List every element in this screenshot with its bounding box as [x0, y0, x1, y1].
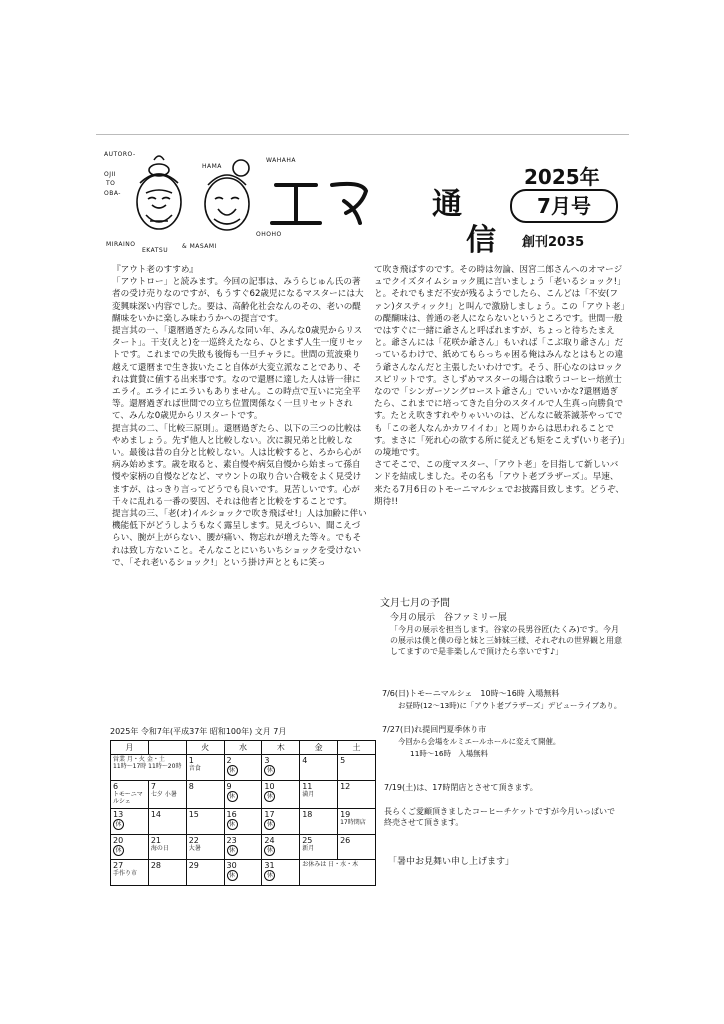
calendar-day-cell [338, 755, 376, 781]
header-label-hama: HAMA [202, 163, 222, 170]
calendar-day-cell [224, 755, 262, 781]
calendar-day-cell [262, 755, 300, 781]
calendar-day-cell [262, 780, 300, 809]
calendar-day-cell [300, 780, 338, 809]
header-label-mirai: MIRAINO [106, 241, 136, 248]
closed-day-mark: 休 [264, 791, 275, 802]
header-label-autoro: AUTORO- [104, 151, 136, 158]
title-shin: 信 [466, 223, 496, 258]
founded-label: 創刊2035 [522, 235, 585, 250]
calendar-day-number: 8 [188, 781, 194, 791]
calendar-caption: 2025年 令和7年(平成37年 昭和100年) 文月 7月 [110, 727, 287, 736]
calendar-day-number: 23 [226, 835, 237, 845]
calendar-day-number: 22 [188, 835, 199, 845]
calendar-day-number: 6 [113, 781, 119, 791]
calendar-day-number: 20 [113, 835, 124, 845]
calendar-day-cell [262, 834, 300, 860]
calendar-day-cell [111, 834, 149, 860]
calendar-body [111, 755, 376, 886]
weekday-header: 木 [262, 741, 300, 755]
calendar-day-number: 14 [150, 810, 162, 820]
calendar-week-row [111, 834, 376, 860]
calendar-day-cell [148, 780, 186, 809]
header-label-ohoho: OHOHO [256, 231, 282, 238]
calendar-day-number: 30 [226, 861, 237, 871]
header-label-ekatsu: EKATSU [142, 247, 169, 254]
calendar-day-cell [111, 780, 149, 809]
calendar-event-label: トモーニマルシェ [113, 790, 143, 805]
calendar-day-number: 3 [264, 756, 270, 765]
calendar-day-number: 29 [188, 861, 199, 871]
calendar-day-number: 15 [188, 810, 199, 820]
exhibit-title: 今月の展示 谷ファミリー展 [390, 613, 507, 623]
notice-coffee-ticket: 長らくご愛顧頂きましたコーヒーチケットですが今月いっぱいで終売させて頂きます。 [384, 807, 615, 827]
calendar-day-number: 5 [340, 756, 346, 765]
event-handmade-note: 今回から会場をルミエールホールに変えて開催。 [398, 737, 561, 746]
closed-day-mark: 休 [264, 870, 275, 881]
calendar-header-row [111, 741, 376, 755]
closed-day-mark: 休 [227, 845, 238, 856]
article-right-column: て吹き飛ばすのです。その時は勿論、因宮二郎さんへのオマージュでクイズタイムショック風に言いましょう「老いるショック!」と。それでもまだ不安が残るようでしたら、こんどは「不安(ファン)タスティック!」と叫んで激励しましょう。この「アウト老」の醍醐味は、普通の老人にならないというところです。世間一般ではすぐに一緒に爺さんと呼ばれますが、ちょっと待ちたまえと。爺さんには「花咲か爺さん」もいれば「こぶ取り爺さん」だっているわけで、紙めてもらっちゃ困る俺はみんなとはもとの違う爺さんなんだと主張したいわけです。そう、肝心なのはロックスピリットです。さしずめマスターの場合は歌うコーヒー焙煎士なので「シンガーソングロースト爺さん」でいいかな?還暦過ぎたら、これまでに培ってきた自分のスタイルで人生真っ向勝負です。たとえ吹きすれやりゃいいのは、どんなに破茶滅茶やってでも「この老人なんかカワイイわ」と周りからは思われることです。まさに「死れ心の欲する所に従えども矩をこえず(いり老子)」の境地です。 さてそこで、この度マスター、「アウト老」を目指して新しいバンドを結成しました。その名も「アウト老ブラザーズ」。早速、来たる7月6日のトモーニマルシェでお披露目致します。どうぞ、期待!! [374, 265, 626, 507]
closed-day-mark: 休 [264, 819, 275, 830]
calendar-day-number: 16 [226, 810, 237, 820]
calendar-week-row [111, 860, 376, 886]
calendar-day-cell [224, 809, 262, 835]
title-tsu: 通 [432, 187, 462, 222]
hours-time: 11時〜17時 11時〜20時 [113, 763, 182, 770]
calendar-day-number: 1 [188, 756, 194, 765]
calendar-week-row [111, 809, 376, 835]
calendar-day-cell [224, 834, 262, 860]
calendar-day-number: 2 [226, 756, 232, 765]
calendar-day-number: 25 [302, 835, 313, 845]
calendar-day-cell [338, 809, 376, 835]
calendar-day-cell [111, 860, 149, 886]
weekday-header: 土 [338, 741, 376, 755]
calendar-event-label: 新月 [302, 844, 315, 852]
calendar-day-cell [300, 860, 376, 886]
calendar-day-cell [224, 860, 262, 886]
calendar-day-cell [148, 860, 186, 886]
calendar-event-label: 17時閉店 [340, 819, 366, 827]
calendar-event-label: 大暑 [188, 844, 201, 852]
calendar-event-label: お休みは 日・水・木 [302, 861, 359, 869]
event-marche-note: お昼時(12〜13時)に「アウト老ブラザーズ」デビューライブあり。 [398, 701, 622, 710]
weekday-header: 水 [224, 741, 262, 755]
calendar-day-number: 17 [264, 810, 275, 820]
schedule-title: 文月七月の予間 [380, 598, 450, 609]
weekday-header: 火 [186, 741, 224, 755]
calendar-event-label: 音食 [188, 765, 201, 772]
issue-year: 2025年 [524, 165, 600, 189]
calendar-event-label: 七夕 小暑 [150, 790, 177, 798]
calendar-day-cell [148, 809, 186, 835]
closed-day-mark: 休 [113, 819, 124, 830]
calendar-day-number: 31 [264, 861, 275, 871]
calendar-day-cell [186, 834, 224, 860]
calendar-day-number: 9 [226, 781, 232, 791]
calendar-day-cell [300, 755, 338, 781]
calendar-day-number: 24 [264, 835, 275, 845]
weekday-header [148, 741, 186, 755]
calendar-day-cell [338, 780, 376, 809]
calendar-day-cell [262, 860, 300, 886]
calendar-day-cell [338, 834, 376, 860]
calendar-event-label: 手作り市 [113, 870, 138, 878]
calendar-day-cell [262, 809, 300, 835]
calendar-day-cell [186, 780, 224, 809]
calendar-day-cell [111, 809, 149, 835]
calendar-event-label: 海の日 [150, 844, 169, 852]
old-man-face-illustration [137, 156, 181, 229]
calendar-day-number: 18 [302, 810, 313, 820]
calendar-day-cell [186, 755, 224, 781]
event-handmade-market: 7/27(日)れ提回門夏季休り市 [382, 725, 487, 734]
calendar-day-number: 27 [113, 861, 124, 871]
calendar-day-number: 12 [340, 781, 351, 791]
closed-day-mark: 休 [227, 870, 238, 881]
calendar-day-number: 28 [150, 861, 162, 871]
header-label-to: TO [106, 180, 116, 187]
calendar-day-number: 10 [264, 781, 275, 791]
summer-greeting: 「暑中お見舞い申し上げます」 [388, 857, 515, 867]
article-left-column: 『アウト老のすすめ』 「アウトロー」と読みます。今回の記事は、みうらじゅん氏の著者の受け売りなのですが、もうすぐ62歳児になるマスターには大変興味深い内容でした。要は、高齢化社会なんのその、老いの醍醐味をいかに楽しみ味わうかへの提言です。 提言其の一、「還暦過ぎたらみんな同い年、みんな0歳児からリスタート」。干支(えと)を一巡終えたなら、ひとまず人生一度リセットです。これまでの失敗も後悔も一旦チャラに。世間の荒波乗り越えて還暦まで生き抜いたこと自体が大変立派なことであり、それは賞賛に値する出来事です。なので還暦に達した人は皆一律にエライ。エライにエラいもありません。この時点で互いに完全平等。還暦過ぎれば世間での立ち位置関係なく一旦リセットされて、みんな0歳児からリスタートです。 提言其の二、「比較三原則」。還暦過ぎたら、以下の三つの比較はやめましょう。先ず他人と比較しない。次に親兄弟と比較しない。最後は昔の自分と比較しない。人は比較すると、ろから心が病み始めます。歳を取ると、素自慢や病気自慢から始まって孫自慢や家柄の自慢などなど、マウントの取り合い合戦をよく見受けますが、はっきり言ってどうでも良いです。見苦しいです。心が千々に乱れる一番の要因、それは他者と比較をすることです。 提言其の三、「老(オ)イルショックで吹き飛ばせ!」人は加齢に伴い機能低下がどうしようもなく露呈します。見えづらい、聞こえづらい、腕が上がらない、腰が痛い、物忘れが増えた等々。でもそれは致し方ないこと。そんなことにいちいちショックを受けないで、「それ老いるショック!」という掛け声とともに笑っ [112, 265, 367, 568]
event-marche: 7/6(日)トモーニマルシェ 10時〜16時 入場無料 [382, 689, 560, 698]
hours-label: 営業 月・火 金・土 [113, 756, 165, 763]
event-early-close: 7/19(土)は、17時閉店とさせて頂きます。 [384, 783, 538, 792]
calendar-week-row [111, 755, 376, 781]
header-label-ojii: OJII [104, 171, 117, 178]
closed-day-mark: 休 [227, 791, 238, 802]
calendar-day-cell [148, 834, 186, 860]
issue-month: 7月号 [510, 189, 618, 223]
closed-day-mark: 休 [227, 765, 238, 776]
calendar-day-cell [224, 780, 262, 809]
ema-logo [272, 184, 366, 223]
exhibit-body: 「今月の展示を担当します。谷家の長男谷匠(たくみ)です。今月の展示は僕と僕の母と妹と三姉妹三様、それぞれの世界観と用意してますので是非楽しんで頂けたら幸いです♪」 [390, 625, 622, 656]
calendar-day-number: 13 [113, 810, 124, 820]
calendar-day-cell [186, 809, 224, 835]
calendar-day-number: 7 [150, 781, 156, 791]
closed-day-mark: 休 [264, 765, 275, 776]
calendar-day-number: 4 [302, 756, 308, 765]
calendar-day-cell [186, 860, 224, 886]
calendar-day-cell [300, 809, 338, 835]
weekday-header: 金 [300, 741, 338, 755]
calendar-hours-cell [111, 755, 187, 781]
calendar-day-number: 19 [340, 810, 351, 820]
calendar-day-number: 11 [302, 781, 313, 791]
header-label-wahaha: WAHAHA [266, 157, 296, 164]
calendar-week-row [111, 780, 376, 809]
weekday-header: 月 [111, 741, 149, 755]
old-woman-face-illustration [205, 160, 249, 230]
header-label-masami: & MASAMI [182, 243, 217, 250]
header-label-oba: OBA- [104, 190, 121, 197]
calendar-day-cell [300, 834, 338, 860]
calendar-day-number: 21 [150, 835, 162, 845]
event-handmade-time: 11時〜16時 入場無料 [410, 749, 488, 758]
closed-day-mark: 休 [227, 819, 238, 830]
calendar-day-number: 26 [340, 835, 351, 845]
closed-day-mark: 休 [264, 845, 275, 856]
calendar-event-label: 満月 [302, 790, 315, 798]
calendar-table [110, 740, 376, 886]
closed-day-mark: 休 [113, 845, 124, 856]
